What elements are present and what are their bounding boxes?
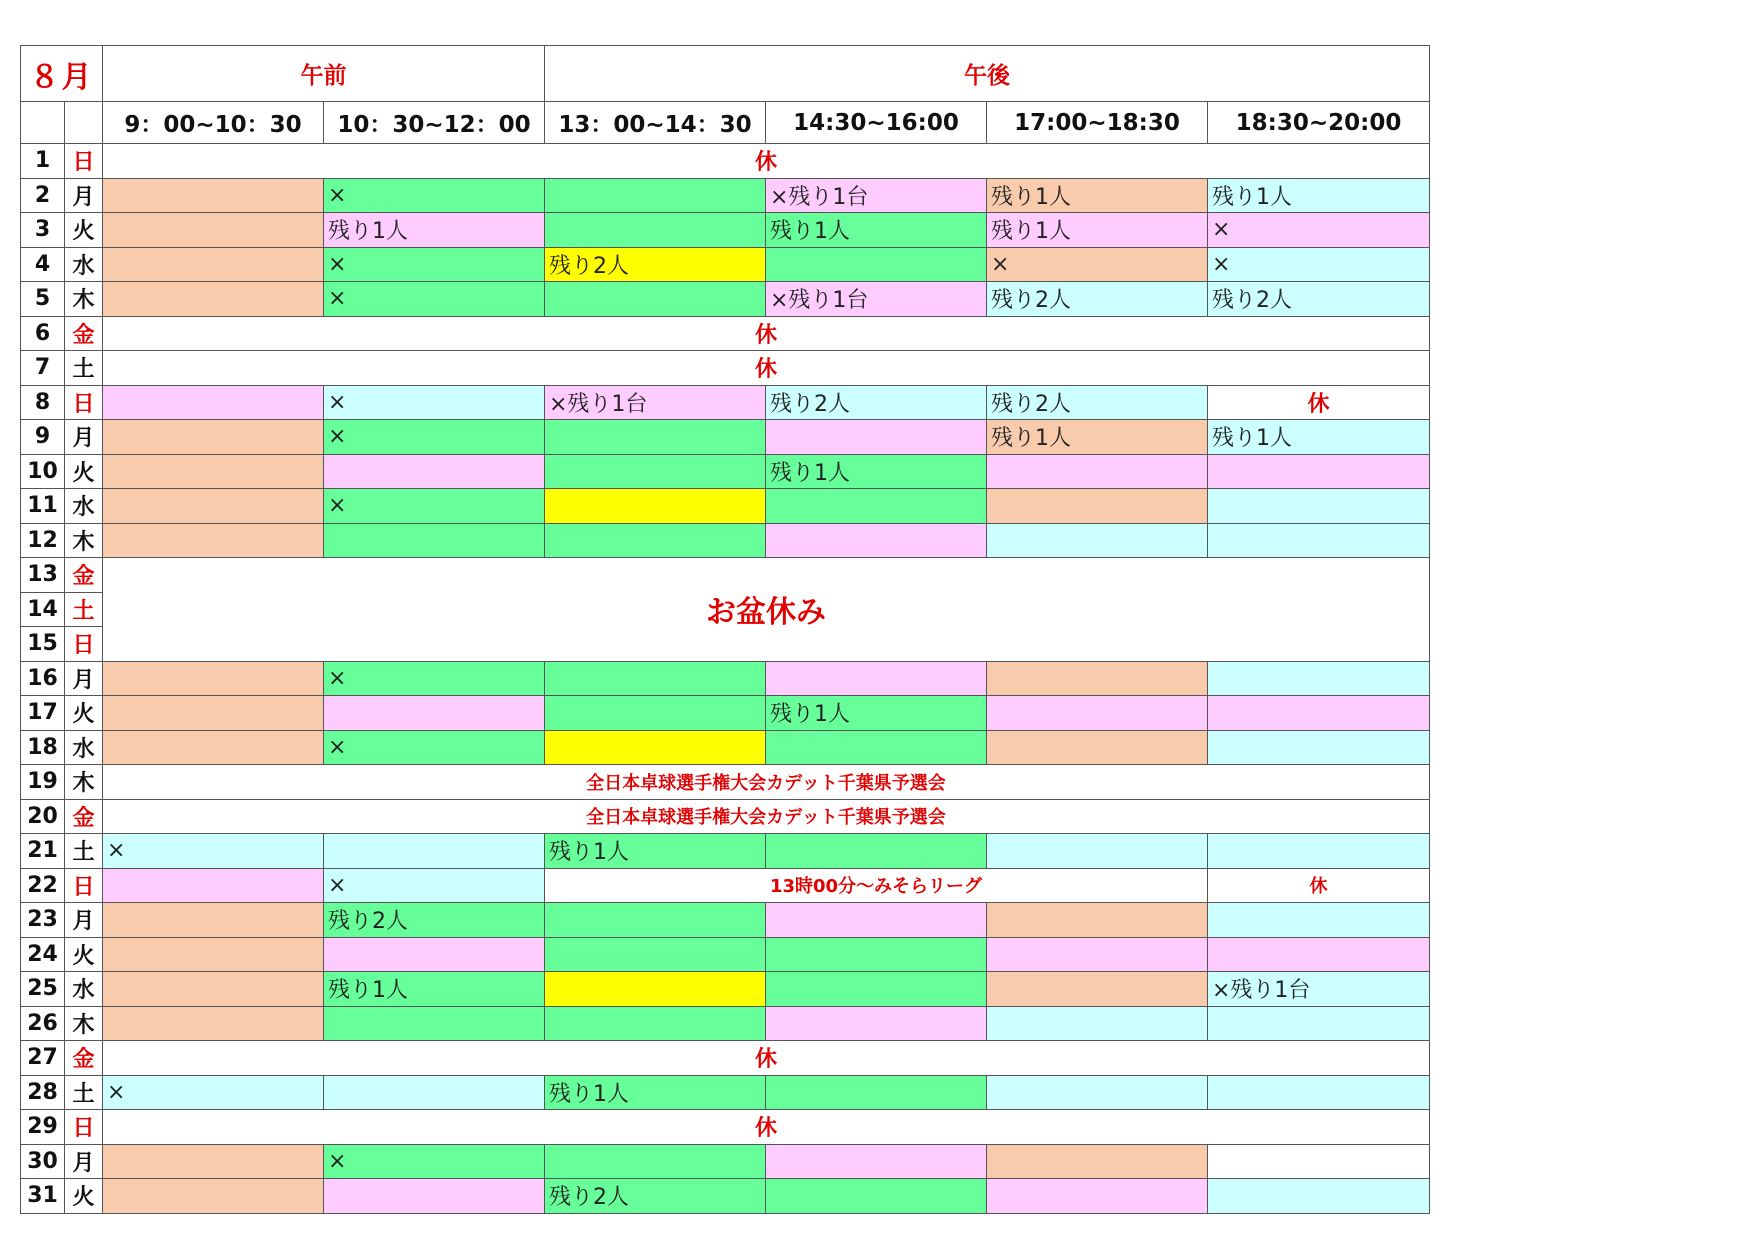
day-number: 26 <box>21 1006 65 1041</box>
slot-cell <box>103 247 324 282</box>
closed-notice: 休 <box>103 1041 1430 1076</box>
slot-cell <box>766 247 987 282</box>
slot-cell <box>545 454 766 489</box>
day-of-week: 火 <box>65 454 103 489</box>
slot-cell <box>103 489 324 524</box>
slot-cell <box>766 1006 987 1041</box>
day-of-week: 火 <box>65 213 103 248</box>
slot-cell <box>987 834 1208 869</box>
blank-header-cell <box>65 102 103 144</box>
day-row <box>21 799 1430 834</box>
slot-cell: 残り1人 <box>987 178 1208 213</box>
day-row <box>21 282 1430 317</box>
day-row <box>21 316 1430 351</box>
slot-cell <box>103 420 324 455</box>
day-number: 23 <box>21 903 65 938</box>
day-of-week: 月 <box>65 903 103 938</box>
slot-cell <box>545 696 766 731</box>
day-row <box>21 1041 1430 1076</box>
slot-cell <box>545 1144 766 1179</box>
slot-cell: 残り1人 <box>545 834 766 869</box>
day-number: 5 <box>21 282 65 317</box>
slot-cell <box>545 661 766 696</box>
day-row <box>21 523 1430 558</box>
slot-cell: × <box>324 661 545 696</box>
day-of-week: 日 <box>65 1110 103 1145</box>
slot-header: 18:30~20:00 <box>1208 102 1430 144</box>
slot-cell: 残り1人 <box>324 972 545 1007</box>
slot-cell: 残り1人 <box>766 454 987 489</box>
closed-slot: 休 <box>1208 868 1430 903</box>
slot-cell: × <box>324 178 545 213</box>
slot-cell <box>545 937 766 972</box>
slot-cell <box>324 1006 545 1041</box>
day-number: 13 <box>21 558 65 593</box>
day-of-week: 水 <box>65 489 103 524</box>
day-row <box>21 765 1430 800</box>
day-number: 3 <box>21 213 65 248</box>
day-row <box>21 1075 1430 1110</box>
slot-cell <box>324 523 545 558</box>
day-of-week: 火 <box>65 1179 103 1214</box>
slot-cell <box>103 661 324 696</box>
slot-cell: 残り1人 <box>324 213 545 248</box>
day-of-week: 日 <box>65 627 103 662</box>
slot-cell <box>766 937 987 972</box>
slot-cell <box>324 1075 545 1110</box>
slot-cell <box>103 1179 324 1214</box>
slot-cell: 残り2人 <box>987 385 1208 420</box>
day-of-week: 月 <box>65 420 103 455</box>
slot-cell <box>987 661 1208 696</box>
day-of-week: 火 <box>65 696 103 731</box>
slot-cell: 残り1人 <box>1208 420 1430 455</box>
day-row <box>21 385 1430 420</box>
slot-cell <box>545 730 766 765</box>
day-of-week: 日 <box>65 868 103 903</box>
slot-cell: 残り2人 <box>545 247 766 282</box>
slot-cell <box>987 1144 1208 1179</box>
slot-cell <box>103 178 324 213</box>
schedule-table <box>20 45 1430 1214</box>
day-of-week: 木 <box>65 765 103 800</box>
slot-cell <box>103 385 324 420</box>
slot-cell <box>545 489 766 524</box>
slot-cell <box>324 696 545 731</box>
day-row <box>21 213 1430 248</box>
slot-cell <box>766 489 987 524</box>
slot-cell: × <box>324 420 545 455</box>
day-of-week: 木 <box>65 523 103 558</box>
slot-header: 14:30~16:00 <box>766 102 987 144</box>
slot-cell <box>103 903 324 938</box>
day-row <box>21 903 1430 938</box>
slot-cell <box>766 903 987 938</box>
slot-cell <box>987 972 1208 1007</box>
closed-notice: 休 <box>103 351 1430 386</box>
slot-cell <box>1208 730 1430 765</box>
day-of-week: 金 <box>65 799 103 834</box>
slot-cell <box>766 420 987 455</box>
day-row <box>21 247 1430 282</box>
slot-cell: × <box>324 868 545 903</box>
slot-cell <box>1208 1006 1430 1041</box>
slot-cell <box>324 454 545 489</box>
day-number: 24 <box>21 937 65 972</box>
period-header-row <box>21 46 1430 102</box>
slot-cell <box>987 1006 1208 1041</box>
slot-cell: 残り2人 <box>1208 282 1430 317</box>
day-of-week: 土 <box>65 351 103 386</box>
slot-cell: × <box>324 730 545 765</box>
day-row <box>21 489 1430 524</box>
slot-cell <box>103 937 324 972</box>
slot-cell <box>766 661 987 696</box>
day-of-week: 木 <box>65 282 103 317</box>
day-of-week: 土 <box>65 834 103 869</box>
slot-cell <box>103 454 324 489</box>
closed-slot: 13時00分～みそらリーグ <box>545 868 1208 903</box>
day-row <box>21 1179 1430 1214</box>
slot-cell: 残り2人 <box>766 385 987 420</box>
day-number: 8 <box>21 385 65 420</box>
day-row <box>21 420 1430 455</box>
day-row <box>21 454 1430 489</box>
day-of-week: 土 <box>65 1075 103 1110</box>
day-row <box>21 696 1430 731</box>
day-row <box>21 937 1430 972</box>
slot-cell <box>987 1179 1208 1214</box>
pm-label: 午後 <box>545 46 1430 102</box>
slot-cell <box>545 282 766 317</box>
day-row <box>21 144 1430 179</box>
slot-cell: ×残り1台 <box>545 385 766 420</box>
day-number: 2 <box>21 178 65 213</box>
slot-cell <box>1208 937 1430 972</box>
slot-cell: × <box>324 247 545 282</box>
slot-cell <box>103 696 324 731</box>
slot-header: 10：30~12：00 <box>324 102 545 144</box>
day-number: 10 <box>21 454 65 489</box>
slot-cell <box>987 696 1208 731</box>
slot-header: 13：00~14：30 <box>545 102 766 144</box>
closed-notice: お盆休み <box>103 558 1430 662</box>
slot-header: 17:00~18:30 <box>987 102 1208 144</box>
slot-cell: × <box>324 282 545 317</box>
day-of-week: 日 <box>65 385 103 420</box>
day-number: 11 <box>21 489 65 524</box>
day-row <box>21 351 1430 386</box>
slot-cell: 残り2人 <box>324 903 545 938</box>
day-number: 1 <box>21 144 65 179</box>
slot-cell <box>103 868 324 903</box>
slot-cell: × <box>324 385 545 420</box>
day-of-week: 木 <box>65 1006 103 1041</box>
day-row <box>21 1144 1430 1179</box>
day-row <box>21 730 1430 765</box>
day-number: 15 <box>21 627 65 662</box>
day-number: 27 <box>21 1041 65 1076</box>
day-number: 21 <box>21 834 65 869</box>
day-number: 18 <box>21 730 65 765</box>
slot-cell <box>1208 454 1430 489</box>
slot-cell <box>987 489 1208 524</box>
slot-cell <box>324 1179 545 1214</box>
slot-cell: 残り1人 <box>1208 178 1430 213</box>
slot-cell <box>987 454 1208 489</box>
slot-cell <box>766 730 987 765</box>
day-row <box>21 178 1430 213</box>
slot-cell <box>545 1006 766 1041</box>
day-of-week: 月 <box>65 661 103 696</box>
day-number: 25 <box>21 972 65 1007</box>
slot-header: 9：00~10：30 <box>103 102 324 144</box>
day-number: 20 <box>21 799 65 834</box>
slot-cell: 残り2人 <box>987 282 1208 317</box>
day-of-week: 金 <box>65 558 103 593</box>
day-of-week: 月 <box>65 178 103 213</box>
slot-cell <box>103 1144 324 1179</box>
day-of-week: 水 <box>65 247 103 282</box>
slot-cell <box>987 730 1208 765</box>
slot-cell: 残り2人 <box>545 1179 766 1214</box>
slot-cell <box>766 1144 987 1179</box>
slot-cell: × <box>1208 213 1430 248</box>
day-number: 12 <box>21 523 65 558</box>
day-of-week: 水 <box>65 730 103 765</box>
closed-notice: 全日本卓球選手権大会カデット千葉県予選会 <box>103 799 1430 834</box>
day-number: 31 <box>21 1179 65 1214</box>
day-of-week: 水 <box>65 972 103 1007</box>
slot-cell <box>103 523 324 558</box>
slot-cell <box>103 213 324 248</box>
day-row <box>21 972 1430 1007</box>
day-of-week: 金 <box>65 1041 103 1076</box>
slot-cell <box>324 937 545 972</box>
slot-cell <box>1208 696 1430 731</box>
slot-cell <box>766 972 987 1007</box>
slot-cell <box>103 282 324 317</box>
slot-cell: ×残り1台 <box>1208 972 1430 1007</box>
slot-cell: 残り1人 <box>987 213 1208 248</box>
slot-cell <box>987 1075 1208 1110</box>
day-row <box>21 1006 1430 1041</box>
closed-notice: 休 <box>103 144 1430 179</box>
slot-cell <box>766 523 987 558</box>
slot-cell <box>103 730 324 765</box>
slot-cell: × <box>103 834 324 869</box>
slot-cell <box>1208 1144 1430 1179</box>
closed-notice: 全日本卓球選手権大会カデット千葉県予選会 <box>103 765 1430 800</box>
slot-cell: 残り1人 <box>545 1075 766 1110</box>
slot-header-row <box>21 102 1430 144</box>
slot-cell <box>987 937 1208 972</box>
slot-cell: × <box>324 1144 545 1179</box>
day-number: 7 <box>21 351 65 386</box>
slot-cell: 残り1人 <box>766 696 987 731</box>
slot-cell: ×残り1台 <box>766 178 987 213</box>
day-number: 14 <box>21 592 65 627</box>
slot-cell <box>1208 661 1430 696</box>
slot-cell <box>766 834 987 869</box>
day-of-week: 火 <box>65 937 103 972</box>
day-number: 6 <box>21 316 65 351</box>
slot-cell: 残り1人 <box>766 213 987 248</box>
day-of-week: 金 <box>65 316 103 351</box>
slot-cell <box>545 972 766 1007</box>
day-row <box>21 558 1430 593</box>
closed-notice: 休 <box>103 316 1430 351</box>
slot-cell <box>987 903 1208 938</box>
slot-cell: × <box>103 1075 324 1110</box>
slot-cell: × <box>987 247 1208 282</box>
am-label: 午前 <box>103 46 545 102</box>
day-number: 22 <box>21 868 65 903</box>
slot-cell <box>1208 834 1430 869</box>
slot-cell <box>545 523 766 558</box>
slot-cell <box>324 834 545 869</box>
slot-cell <box>1208 489 1430 524</box>
day-number: 9 <box>21 420 65 455</box>
blank-header-cell <box>21 102 65 144</box>
slot-cell: × <box>324 489 545 524</box>
day-row <box>21 1110 1430 1145</box>
slot-cell <box>1208 1075 1430 1110</box>
slot-cell <box>103 972 324 1007</box>
day-number: 17 <box>21 696 65 731</box>
day-row <box>21 834 1430 869</box>
slot-cell <box>545 420 766 455</box>
slot-cell <box>766 1075 987 1110</box>
day-of-week: 日 <box>65 144 103 179</box>
slot-cell <box>1208 1179 1430 1214</box>
day-of-week: 月 <box>65 1144 103 1179</box>
day-number: 29 <box>21 1110 65 1145</box>
slot-cell <box>1208 903 1430 938</box>
day-number: 19 <box>21 765 65 800</box>
day-row <box>21 661 1430 696</box>
month-label: ８月 <box>21 46 103 102</box>
slot-cell: × <box>1208 247 1430 282</box>
slot-cell <box>545 178 766 213</box>
slot-cell <box>545 903 766 938</box>
day-number: 30 <box>21 1144 65 1179</box>
day-number: 16 <box>21 661 65 696</box>
day-number: 28 <box>21 1075 65 1110</box>
day-of-week: 土 <box>65 592 103 627</box>
slot-cell <box>766 1179 987 1214</box>
slot-cell <box>545 213 766 248</box>
closed-slot: 休 <box>1208 385 1430 420</box>
slot-cell <box>1208 523 1430 558</box>
day-number: 4 <box>21 247 65 282</box>
slot-cell: ×残り1台 <box>766 282 987 317</box>
slot-cell <box>103 1006 324 1041</box>
day-row <box>21 868 1430 903</box>
slot-cell: 残り1人 <box>987 420 1208 455</box>
slot-cell <box>987 523 1208 558</box>
closed-notice: 休 <box>103 1110 1430 1145</box>
